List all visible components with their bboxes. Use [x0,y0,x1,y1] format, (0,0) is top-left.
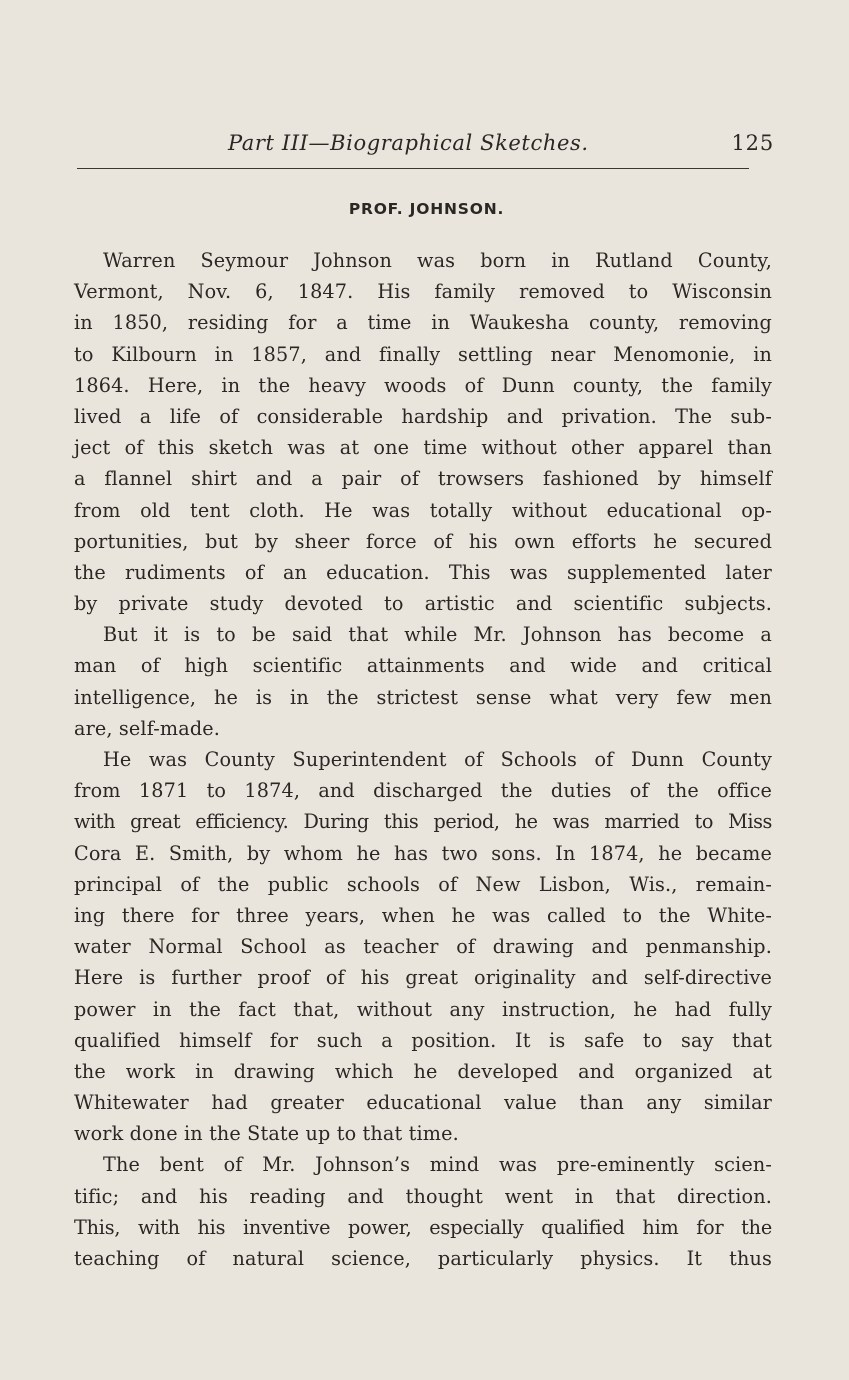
text-line: portunities, but by sheer force of his own efforts he secured [74,529,772,553]
text-line: in 1850, residing for a time in Waukesha county, removing [74,311,772,335]
running-head-title: Part III—Biographical Sketches. [228,131,589,155]
text-line: work done in the State up to that time. [74,1122,459,1146]
running-head [74,128,774,164]
text-line: a flannel shirt and a pair of trowsers fashioned by himself [74,467,772,491]
text-line: But it is to be said that while Mr. Johnson has become a [103,623,772,647]
text-line: with great efficiency. During this period, he was married to Miss [74,810,772,834]
text-line: Vermont, Nov. 6, 1847. His family removed to Wisconsin [74,280,772,304]
text-line: from 1871 to 1874, and discharged the duties of the office [74,779,772,803]
text-line: ject of this sketch was at one time without other apparel than [74,436,772,460]
body-text [74,245,772,1274]
text-line: lived a life of considerable hardship and privation. The sub- [74,404,772,428]
text-line: man of high scientific attainments and wide and critical [74,654,772,678]
text-line: to Kilbourn in 1857, and finally settling near Menomonie, in [74,342,772,366]
text-line: the work in drawing which he developed and organized at [74,1059,772,1083]
text-line: are, self-made. [74,716,221,740]
text-line: water Normal School as teacher of drawing and penmanship. [74,935,772,959]
text-line: ing there for three years, when he was called to the White- [74,903,772,927]
paragraph [74,1149,772,1274]
text-line: intelligence, he is in the strictest sense what very few men [74,685,772,709]
text-line: tific; and his reading and thought went in that direction. [74,1184,772,1208]
header-rule [77,168,749,169]
text-line: The bent of Mr. Johnson’s mind was pre-eminently scien- [103,1153,772,1177]
paragraph [74,245,772,619]
text-line: This, with his inventive power, especially qualified him for the [74,1215,772,1239]
text-line: teaching of natural science, particularly physics. It thus [74,1247,772,1270]
page-number: 125 [731,131,774,155]
paragraph [74,744,772,1149]
text-line: the rudiments of an education. This was supplemented later [74,560,772,584]
text-line: by private study devoted to artistic and scientific subjects. [74,592,772,616]
section-heading: PROF. JOHNSON. [348,200,505,218]
text-line: power in the fact that, without any instruction, he had fully [74,997,772,1021]
text-line: principal of the public schools of New Lisbon, Wis., remain- [74,872,772,896]
text-line: 1864. Here, in the heavy woods of Dunn county, the family [74,373,772,397]
text-line: Here is further proof of his great originality and self-directive [74,966,772,990]
text-line: qualified himself for such a position. It is safe to say that [74,1028,772,1052]
text-line: He was County Superintendent of Schools of Dunn County [103,748,772,771]
text-line: Cora E. Smith, by whom he has two sons. In 1874, he became [74,841,772,865]
text-line: from old tent cloth. He was totally without educational op- [74,498,772,522]
text-line: Whitewater had greater educational value than any similar [74,1091,772,1115]
text-line: Warren Seymour Johnson was born in Rutland County, [103,249,772,272]
paragraph [74,619,772,744]
